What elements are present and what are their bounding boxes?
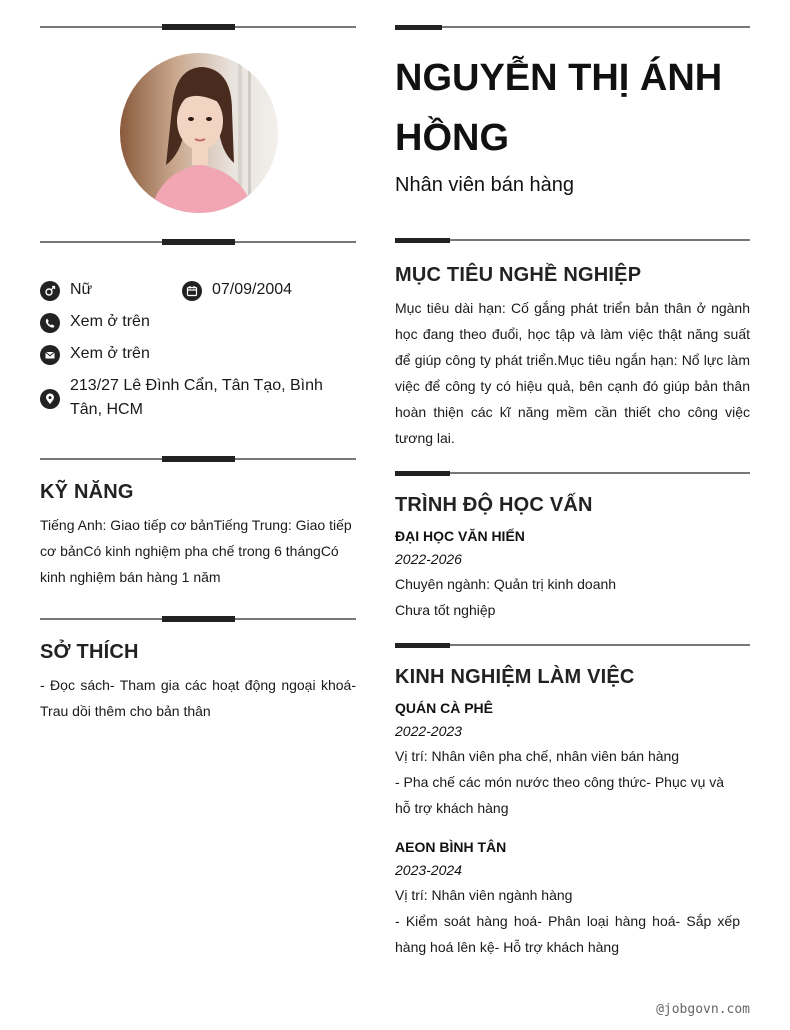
email-value: Xem ở trên [70,345,150,362]
address-value: 213/27 Lê Đình Cẩn, Tân Tạo, Bình Tân, HCM [70,377,323,418]
job-company: AEON BÌNH TÂN [395,839,507,855]
full-name: NGUYỄN THỊ ÁNH HỒNG [395,57,723,159]
contact-gender [40,281,92,302]
contact-address [40,377,356,422]
job-position: Vị trí: Nhân viên ngành hàng [395,887,573,903]
phone-icon [40,313,60,333]
objective-text: Mục tiêu dài hạn: Cố gắng phát triển bản thân ở ngành học đang theo đuổi, học tập và làm việc thật năng suất để giúp công ty phát triển.Mục tiêu ngắn hạn: Nổ lực làm việc để công ty có hiệu quả, bên cạnh đó giúp bản thân hoàn thiện các kĩ năng mềm cần thiết cho công việc tương lai. [395,300,750,446]
phone-value: Xem ở trên [70,313,150,330]
photo-top-divider [40,24,356,30]
experience-title: KINH NGHIỆM LÀM VIỆC [395,666,635,688]
gender-icon [40,281,60,301]
job-position: Vị trí: Nhân viên pha chế, nhân viên bán hàng [395,748,680,764]
profile-photo [120,53,278,213]
hobbies-text: - Đọc sách- Tham gia các hoạt động ngoại khoá- Trau dồi thêm cho bản thân [40,677,356,719]
footer-watermark: @jobgovn.com [656,1002,750,1017]
hobbies-title: SỞ THÍCH [40,641,139,663]
contact-phone [40,313,150,334]
objective-divider [395,238,750,243]
education-status: Chưa tốt nghiệp [395,602,496,618]
school-name: ĐẠI HỌC VĂN HIẾN [395,528,525,544]
location-icon [40,389,60,409]
education-divider [395,471,750,476]
job-period: 2023-2024 [395,862,462,878]
experience-divider [395,643,750,648]
job-duties: - Kiểm soát hàng hoá- Phân loại hàng hoá- Sắp xếp hàng hoá lên kệ- Hỗ trợ khách hàng [395,913,740,955]
hobbies-divider [40,616,356,622]
gender-value: Nữ [70,281,93,298]
skills-divider [40,456,356,462]
calendar-icon [182,281,202,301]
skills-text: Tiếng Anh: Giao tiếp cơ bảnTiếng Trung: Giao tiếp cơ bảnCó kinh nghiệm pha chế trong 6 thángCó kinh nghiệm bán hàng 1 năm [40,517,352,585]
education-major: Chuyên ngành: Quản trị kinh doanh [395,576,617,592]
job-period: 2022-2023 [395,723,462,739]
objective-title: MỤC TIÊU NGHỀ NGHIỆP [395,264,642,286]
education-title: TRÌNH ĐỘ HỌC VẤN [395,494,593,516]
contact-birthday [182,281,292,302]
contact-top-divider [40,239,356,245]
job-title: Nhân viên bán hàng [395,174,575,196]
skills-title: KỸ NĂNG [40,481,134,503]
email-icon [40,345,60,365]
job-duties: - Pha chế các món nước theo công thức- Phục vụ và hỗ trợ khách hàng [395,774,725,816]
education-period: 2022-2026 [395,551,462,567]
birthday-value: 07/09/2004 [212,281,293,298]
job-company: QUÁN CÀ PHÊ [395,700,494,716]
contact-email [40,345,150,366]
header-divider [395,25,750,30]
